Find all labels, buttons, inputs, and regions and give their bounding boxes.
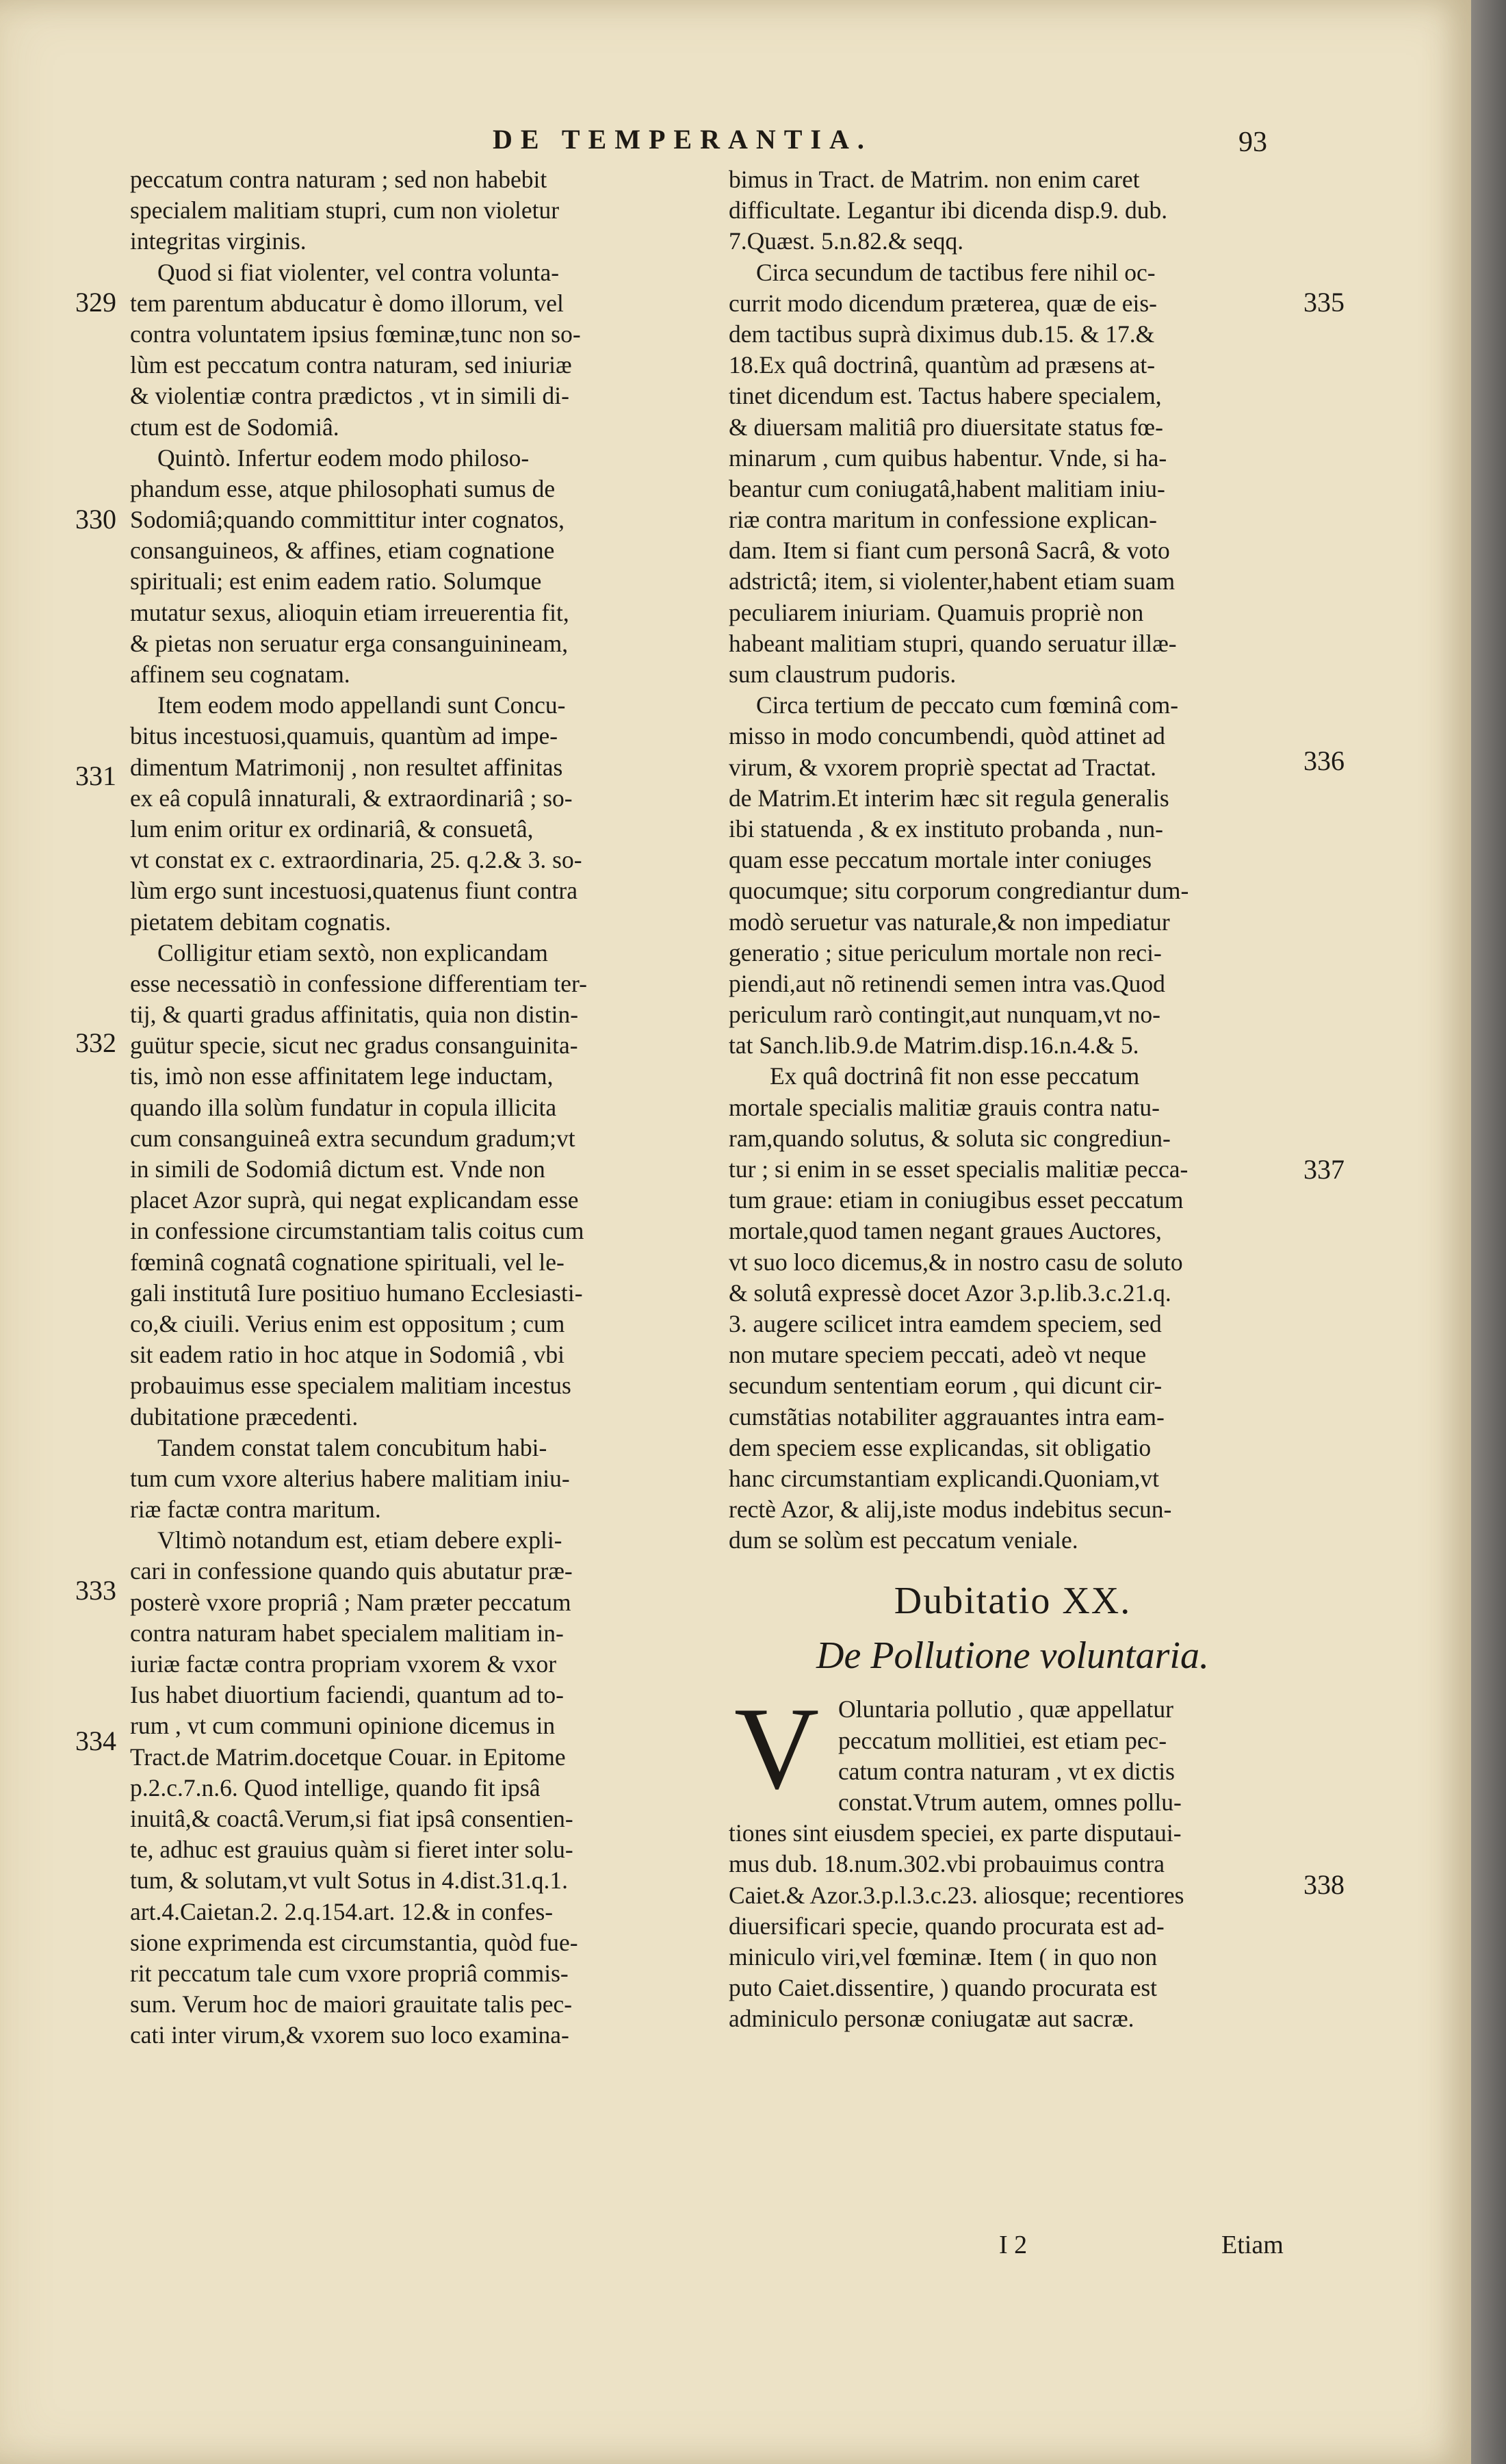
- text-line: dubitatione præcedenti.: [130, 1402, 359, 1430]
- text-line: rum , vt cum communi opinione dicemus in: [130, 1712, 556, 1740]
- text-line: p.2.c.7.n.6. Quod intellige, quando fit ipsâ: [130, 1773, 541, 1801]
- text-line: cum consanguineâ extra secundum gradum;vt: [130, 1124, 575, 1152]
- text-line: tiones sint eiusdem speciei, ex parte disputaui-: [729, 1819, 1182, 1847]
- text-line: Oluntaria pollutio , quæ appellatur: [838, 1695, 1173, 1723]
- text-line: placet Azor suprà, qui negat explicandam esse: [130, 1186, 579, 1214]
- text-line: 18.Ex quâ doctrinâ, quantùm ad præsens at-: [729, 351, 1156, 379]
- text-line: mutatur sexus, alioquin etiam irreuerentia fit,: [130, 598, 569, 626]
- text-line: riæ contra maritum in confessione explican-: [729, 506, 1157, 534]
- text-line: sione exprimenda est circumstantia, quòd fue-: [130, 1928, 578, 1956]
- text-line: dem speciem esse explicandas, sit obligatio: [729, 1433, 1152, 1461]
- text-line: peccatum contra naturam ; sed non habebit: [130, 166, 547, 193]
- page-edge-shadow: [1471, 0, 1506, 2464]
- text-line: phandum esse, atque philosophati sumus de: [130, 474, 556, 502]
- text-line: dem tactibus suprà diximus dub.15. & 17.&: [729, 320, 1155, 348]
- text-line: quam esse peccatum mortale inter coniuges: [729, 846, 1152, 874]
- text-line: misso in modo concumbendi, quòd attinet ad: [729, 722, 1165, 750]
- text-line: specialem malitiam stupri, cum non violetur: [130, 196, 560, 224]
- text-line: ctum est de Sodomiâ.: [130, 413, 339, 441]
- text-line: sit eadem ratio in hoc atque in Sodomiâ , vbi: [130, 1341, 564, 1369]
- text-line: integritas virginis.: [130, 227, 307, 255]
- text-line: tum, & solutam,vt vult Sotus in 4.dist.31.q.1.: [130, 1866, 569, 1895]
- text-line: 3. augere scilicet intra eamdem speciem, sed: [729, 1309, 1162, 1337]
- text-line: gali institutâ Iure positiuo humano Ecclesiasti-: [130, 1279, 583, 1307]
- text-line: inuitâ,& coactâ.Verum,si fiat ipsâ consentien-: [130, 1804, 573, 1832]
- text-line: bitus incestuosi,quamuis, quantùm ad impe-: [130, 722, 558, 750]
- text-line: tum graue: etiam in coniugibus esset peccatum: [729, 1186, 1184, 1214]
- margin-number: 331: [75, 760, 116, 791]
- text-line: 7.Quæst. 5.n.82.& seqq.: [729, 227, 964, 255]
- text-line: mus dub. 18.num.302.vbi probauimus contra: [729, 1850, 1165, 1878]
- text-line: Ius habet diuortium faciendi, quantum ad to-: [130, 1681, 564, 1709]
- text-line: consanguineos, & affines, etiam cognatione: [130, 537, 555, 565]
- text-line: & diuersam malitiâ pro diuersitate status fœ-: [729, 413, 1163, 441]
- text-line: & pietas non seruatur erga consanguinineam,: [130, 629, 569, 657]
- text-line: quando illa solùm fundatur in copula illicita: [130, 1093, 557, 1121]
- text-line: vt constat ex c. extraordinaria, 25. q.2.& 3. so-: [130, 846, 582, 874]
- text-line: piendi,aut nõ retinendi semen intra vas.Quod: [729, 969, 1165, 997]
- text-line: Circa secundum de tactibus fere nihil oc-: [756, 258, 1156, 286]
- text-line: diuersificari specie, quando procurata est ad-: [729, 1912, 1165, 1940]
- text-line: rectè Azor, & alij,iste modus indebitus secun-: [729, 1496, 1172, 1524]
- text-line: tij, & quarti gradus affinitatis, quia non distin-: [130, 1001, 579, 1029]
- text-line: & violentiæ contra prædictos , vt in simili di-: [130, 382, 569, 410]
- text-line: te, adhuc est grauius quàm si fieret inter solu-: [130, 1836, 573, 1864]
- margin-number: 330: [75, 504, 116, 535]
- text-line: vt suo loco dicemus,& in nostro casu de soluto: [729, 1248, 1183, 1276]
- text-line: Sodomiâ;quando committitur inter cognatos,: [130, 506, 564, 534]
- margin-number: 333: [75, 1575, 116, 1606]
- text-line: mortale,quod tamen negant graues Auctores,: [729, 1217, 1162, 1245]
- text-line: cati inter virum,& vxorem suo loco examina-: [130, 2021, 569, 2049]
- section-heading: Dubitatio XX.: [894, 1580, 1132, 1623]
- text-line: adminiculo personæ coniugatæ aut sacræ.: [729, 2005, 1134, 2033]
- margin-number: 338: [1303, 1869, 1345, 1900]
- text-line: iuriæ factæ contra propriam vxorem & vxor: [130, 1650, 557, 1678]
- text-line: Tandem constat talem concubitum habi-: [157, 1433, 547, 1461]
- text-line: tem parentum abducatur è domo illorum, vel: [130, 289, 564, 317]
- text-line: cumstãtias notabiliter aggrauantes intra eam-: [729, 1402, 1165, 1430]
- text-line: cari in confessione quando quis abutatur præ-: [130, 1557, 573, 1585]
- margin-number: 337: [1303, 1154, 1345, 1185]
- page-number: 93: [1238, 127, 1267, 158]
- text-line: tinet dicendum est. Tactus habere specialem,: [729, 382, 1162, 410]
- text-line: contra naturam habet specialem malitiam in-: [130, 1619, 564, 1647]
- opening-paragraph: [729, 1684, 1297, 2034]
- text-line: tis, imò non esse affinitatem lege inductam,: [130, 1062, 554, 1090]
- text-line: Caiet.& Azor.3.p.l.3.c.23. aliosque; recentiores: [729, 1881, 1184, 1909]
- text-line: art.4.Caietan.2. 2.q.154.art. 12.& in confes-: [130, 1897, 554, 1925]
- text-line: de Matrim.Et interim hæc sit regula generalis: [729, 784, 1169, 812]
- text-line: pietatem debitam cognatis.: [130, 908, 391, 936]
- text-line: puto Caiet.dissentire, ) quando procurata est: [729, 1974, 1157, 2002]
- text-line: rit peccatum tale cum vxore propriâ commis-: [130, 1959, 569, 1987]
- text-line: Tract.de Matrim.docetque Couar. in Epitome: [130, 1743, 566, 1771]
- text-line: guütur specie, sicut nec gradus consanguinita-: [130, 1031, 578, 1060]
- text-line: sum claustrum pudoris.: [729, 660, 957, 688]
- text-line: peculiarem iniuriam. Quamuis propriè non: [729, 598, 1144, 626]
- text-line: dum se solùm est peccatum veniale.: [729, 1526, 1078, 1554]
- text-line: Quintò. Infertur eodem modo philoso-: [157, 444, 530, 472]
- text-line: non mutare speciem peccati, adeò vt neque: [729, 1341, 1147, 1369]
- text-line: adstrictâ; item, si violenter,habent etiam suam: [729, 567, 1176, 595]
- text-line: Ex quâ doctrinâ fit non esse peccatum: [770, 1062, 1140, 1090]
- text-line: dam. Item si fiant cum personâ Sacrâ, & voto: [729, 537, 1170, 565]
- text-line: mortale specialis malitiæ grauis contra natu-: [729, 1093, 1160, 1121]
- text-line: generatio ; situe periculum mortale non reci-: [729, 938, 1162, 966]
- text-line: quocumque; situ corporum congrediantur dum-: [729, 877, 1189, 905]
- text-line: difficultate. Legantur ibi dicenda disp.9. dub.: [729, 196, 1168, 224]
- text-line: affinem seu cognatam.: [130, 660, 350, 688]
- margin-number: 329: [75, 287, 116, 318]
- text-line: lum enim oritur ex ordinariâ, & consuetâ,: [130, 814, 534, 843]
- text-line: esse necessatiò in confessione differentiam ter-: [130, 969, 587, 997]
- margin-number: 336: [1303, 745, 1345, 776]
- text-line: ibi statuenda , & ex instituto probanda , nun-: [729, 814, 1163, 843]
- text-line: secundum sententiam eorum , qui dicunt cir-: [729, 1372, 1163, 1400]
- signature-mark: I 2: [999, 2231, 1028, 2259]
- text-line: Item eodem modo appellandi sunt Concu-: [157, 691, 566, 719]
- text-line: Vltimò notandum est, etiam debere expli-: [157, 1526, 562, 1554]
- text-line: spirituali; est enim eadem ratio. Solumque: [130, 567, 542, 595]
- text-line: currit modo dicendum præterea, quæ de eis-: [729, 289, 1157, 317]
- text-line: Colligitur etiam sextò, non explicandam: [157, 938, 548, 966]
- drop-capital: V: [734, 1684, 820, 1814]
- section-subheading: De Pollutione voluntaria.: [816, 1634, 1209, 1678]
- text-line: minarum , cum quibus habentur. Vnde, si ha-: [729, 444, 1167, 472]
- text-line: lùm ergo sunt incestuosi,quatenus fiunt contra: [130, 877, 578, 905]
- text-line: modò seruetur vas naturale,& non impediatur: [729, 908, 1170, 936]
- text-line: beantur cum coniugatâ,habent malitiam iniu-: [729, 474, 1165, 502]
- text-line: bimus in Tract. de Matrim. non enim caret: [729, 166, 1140, 193]
- right-text-column: [729, 164, 1297, 2035]
- text-line: habeant malitiam stupri, quando seruatur illæ-: [729, 629, 1177, 657]
- text-line: in simili de Sodomiâ dictum est. Vnde non: [130, 1155, 545, 1183]
- text-line: sum. Verum hoc de maiori grauitate talis pec-: [130, 1990, 573, 2018]
- text-line: catum contra naturam , vt ex dictis: [838, 1757, 1175, 1785]
- text-line: ex eâ copulâ innaturali, & extraordinariâ ; so-: [130, 784, 573, 812]
- text-line: hanc circumstantiam explicandi.Quoniam,vt: [729, 1464, 1159, 1492]
- margin-number: 335: [1303, 287, 1345, 318]
- text-line: ram,quando solutus, & soluta sic congrediun-: [729, 1124, 1171, 1152]
- margin-number: 332: [75, 1027, 116, 1058]
- text-line: probauimus esse specialem malitiam incestus: [130, 1372, 571, 1400]
- catchword: Etiam: [1221, 2231, 1284, 2259]
- text-line: periculum rarò contingit,aut nunquam,vt no-: [729, 1001, 1160, 1029]
- text-line: miniculo viri,vel fœminæ. Item ( in quo non: [729, 1942, 1158, 1971]
- text-line: peccatum mollitiei, est etiam pec-: [838, 1726, 1167, 1754]
- text-line: lùm est peccatum contra naturam, sed iniuriæ: [130, 351, 572, 379]
- text-line: tat Sanch.lib.9.de Matrim.disp.16.n.4.& 5.: [729, 1031, 1139, 1060]
- text-line: in confessione circumstantiam talis coitus cum: [130, 1217, 584, 1245]
- text-line: riæ factæ contra maritum.: [130, 1496, 381, 1524]
- text-line: dimentum Matrimonij , non resultet affinitas: [130, 753, 563, 781]
- text-line: co,& ciuili. Verius enim est oppositum ; cum: [130, 1309, 565, 1337]
- text-line: constat.Vtrum autem, omnes pollu-: [838, 1788, 1182, 1816]
- text-line: Circa tertium de peccato cum fœminâ com-: [756, 691, 1179, 719]
- text-line: contra voluntatem ipsius fœminæ,tunc non so-: [130, 320, 581, 348]
- text-line: Quod si fiat violenter, vel contra volunta-: [157, 258, 560, 286]
- running-title: DE TEMPERANTIA.: [493, 124, 872, 155]
- text-line: tum cum vxore alterius habere malitiam iniu-: [130, 1464, 570, 1492]
- text-line: virum, & vxorem propriè spectat ad Tractat.: [729, 753, 1157, 781]
- text-line: posterè vxore propriâ ; Nam præter peccatum: [130, 1588, 571, 1616]
- text-line: & solutâ expressè docet Azor 3.p.lib.3.c.21.q.: [729, 1279, 1171, 1307]
- margin-number: 334: [75, 1725, 116, 1756]
- text-line: tur ; si enim in se esset specialis malitiæ pecca-: [729, 1155, 1189, 1183]
- text-line: fœminâ cognatâ cognatione spirituali, vel le-: [130, 1248, 564, 1276]
- left-text-column: [130, 164, 698, 2051]
